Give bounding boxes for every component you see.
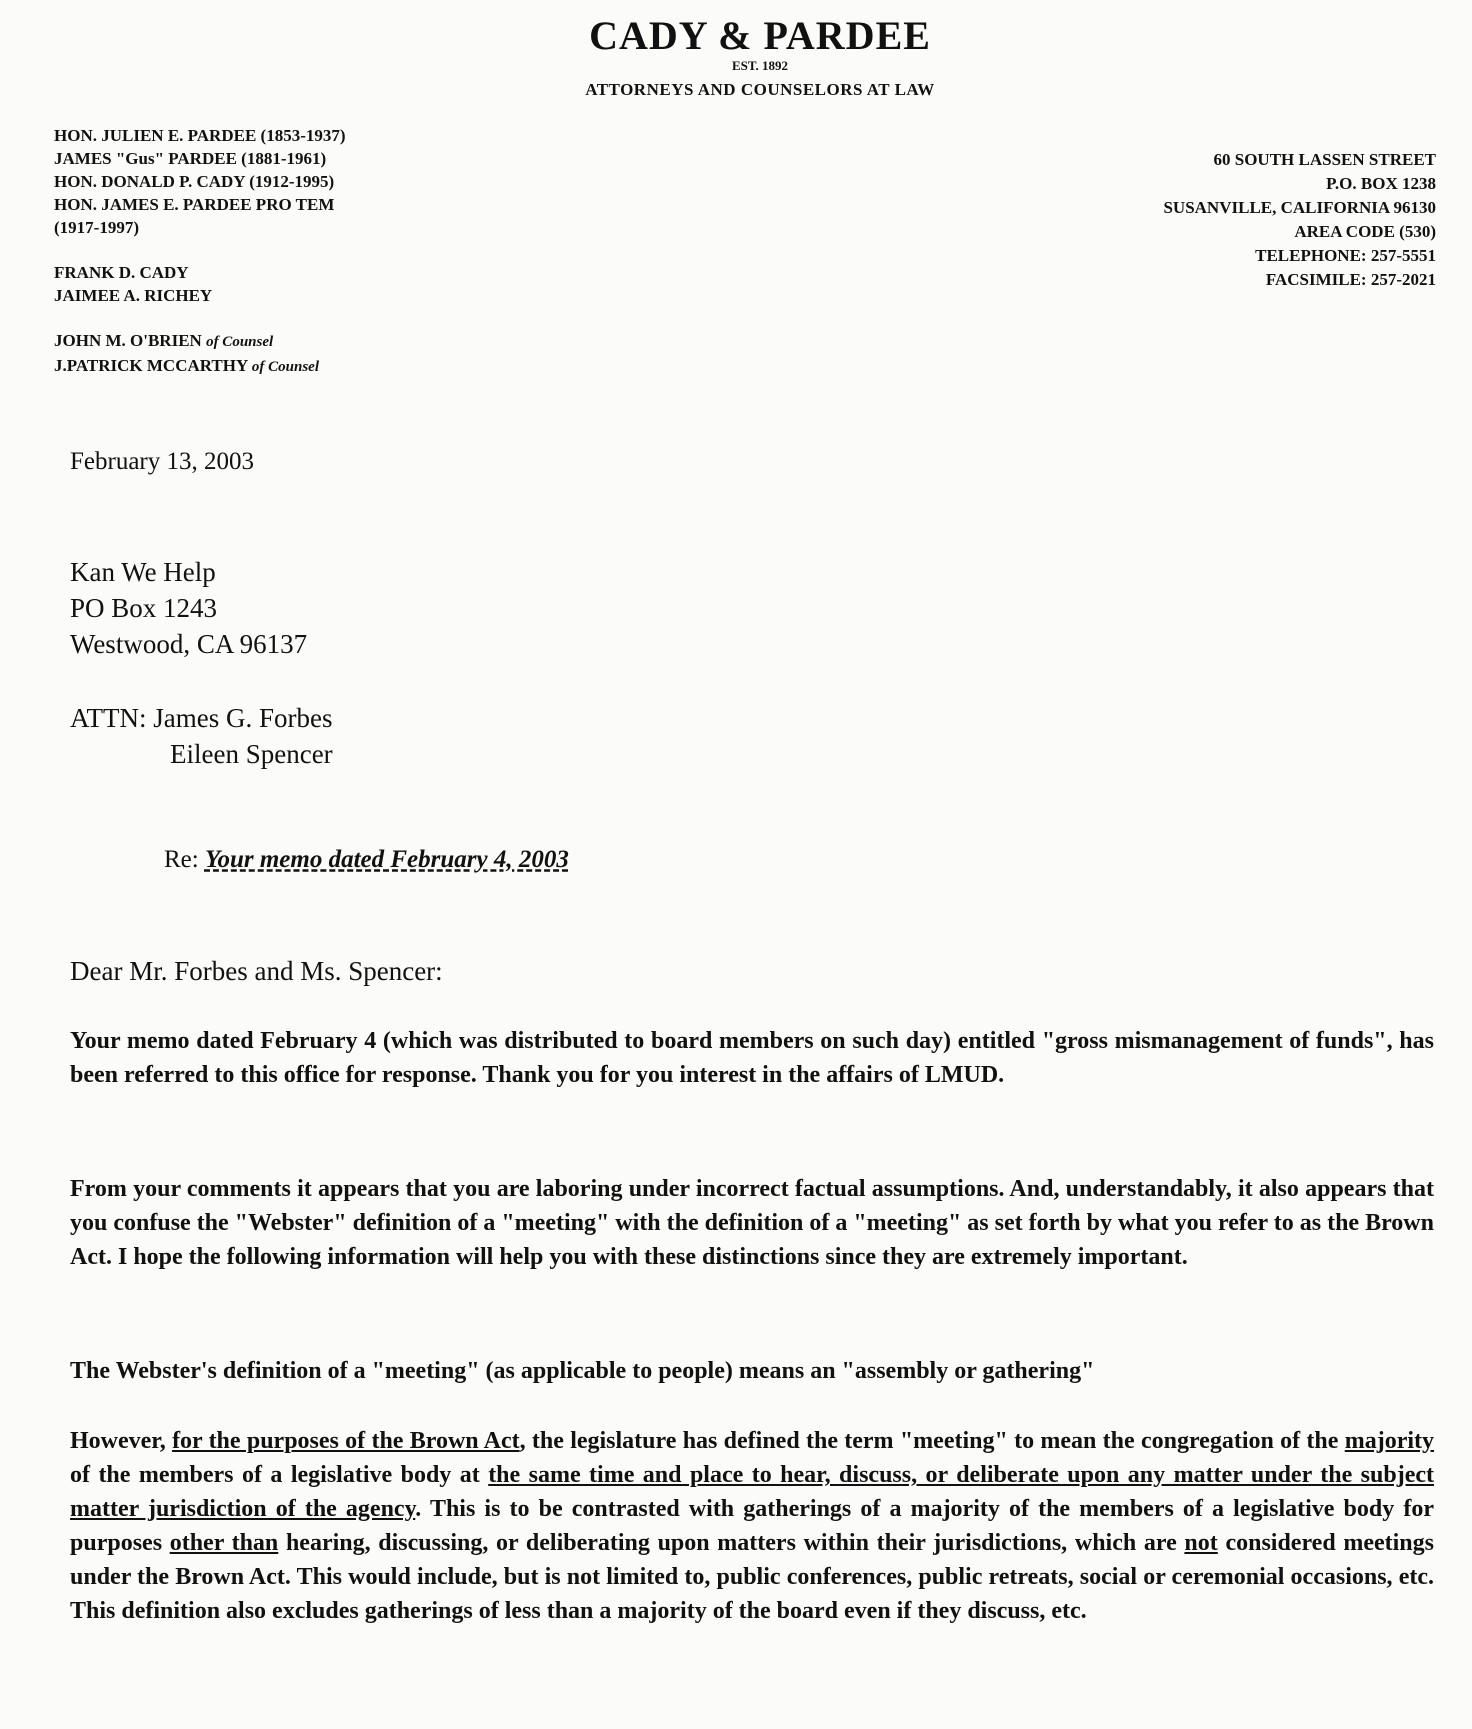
letter-date: February 13, 2003 [70, 448, 254, 475]
firm-tagline: ATTORNEYS AND COUNSELORS AT LAW [585, 80, 935, 99]
address-line: P.O. BOX 1238 [1326, 174, 1436, 193]
firm-established: EST. 1892 [731, 58, 789, 73]
recipient-line: Kan We Help [70, 557, 216, 587]
text-run: considered meetings under the Brown Act. This would include, but is not limited to, public conferences, public retreats, social or ceremonial occasions, etc. This definition also excludes gatherings of less than a majority of the board even if they discuss, etc. [70, 1530, 1434, 1624]
text-run: , the legislature has defined the term "meeting" to mean the congregation of the [519, 1428, 1345, 1454]
salutation: Dear Mr. Forbes and Ms. Spencer: [70, 956, 443, 986]
address-line: SUSANVILLE, CALIFORNIA 96130 [1163, 198, 1436, 217]
underlined-text: other than [169, 1530, 279, 1556]
attn-line [70, 700, 333, 736]
partners-current [54, 261, 494, 307]
attn-name: Eileen Spencer [170, 739, 333, 769]
underlined-text: not [1184, 1530, 1218, 1556]
text-run: of the members of a legislative body at [70, 1462, 489, 1488]
attention-block [70, 700, 333, 772]
counsel-line [54, 329, 494, 354]
counsel-name: J.PATRICK MCCARTHY [54, 356, 248, 375]
partner-line: JAMES "Gus" PARDEE (1881-1961) [54, 149, 327, 168]
underlined-text: the same time and place to hear, discuss, or deliberate upon any matter under the subject matter jurisdiction of the agency [70, 1462, 1434, 1522]
recipient-block [70, 554, 307, 662]
counsel-line [54, 354, 494, 379]
body-paragraph: From your comments it appears that you are laboring under incorrect factual assumptions. And, understandably, it also appears that you confuse the "Webster" definition of a "meeting" with the definition of a "meeting" as set forth by what you refer to as the Brown Act. I hope the following information will help you with these distinctions since they are extremely important. [70, 1176, 1434, 1270]
address-line: FACSIMILE: 257-2021 [1265, 270, 1436, 289]
firm-address [1163, 148, 1436, 292]
text-run: However, [70, 1428, 173, 1454]
recipient-line: PO Box 1243 [70, 593, 218, 623]
partner-line: HON. DONALD P. CADY (1912-1995) [54, 172, 335, 191]
underlined-text: majority [1344, 1428, 1435, 1454]
address-line: TELEPHONE: 257-5551 [1255, 246, 1436, 265]
partner-line: JAIMEE A. RICHEY [54, 286, 213, 305]
partner-line: FRANK D. CADY [54, 263, 189, 282]
re-line [164, 846, 569, 874]
recipient-line: Westwood, CA 96137 [70, 629, 308, 659]
partner-line: (1917-1997) [54, 218, 139, 237]
counsel-name: JOHN M. O'BRIEN [54, 331, 202, 350]
underlined-text: for the purposes of the Brown Act [172, 1428, 520, 1454]
re-label: Re: [164, 846, 199, 873]
body-paragraph: Your memo dated February 4 (which was distributed to board members on such day) entitled "gross mismanagement of funds", has been referred to this office for response. Thank you for you interest in the affairs of LMUD. [70, 1028, 1434, 1088]
text-run: . This is to be contrasted with gatherings of a majority of the members of a legislative body for purposes [70, 1496, 1434, 1556]
address-line: 60 SOUTH LASSEN STREET [1213, 150, 1436, 169]
re-subject: Your memo dated February 4, 2003 [204, 846, 569, 873]
firm-name: CADY & PARDEE [589, 13, 931, 58]
text-run: hearing, discussing, or deliberating upon matters within their jurisdictions, which are [278, 1530, 1185, 1556]
body-paragraph: The Webster's definition of a "meeting" (as applicable to people) means an "assembly or gathering" [70, 1358, 1095, 1384]
attn-label: ATTN: [70, 703, 147, 733]
partners-historic [54, 124, 494, 239]
counsel-role: of Counsel [206, 334, 274, 350]
partners-list [54, 124, 494, 401]
partner-line: HON. JULIEN E. PARDEE (1853-1937) [54, 126, 346, 145]
partner-line: HON. JAMES E. PARDEE PRO TEM [54, 195, 335, 214]
counsel-role: of Counsel [251, 359, 319, 375]
partners-of-counsel [54, 329, 494, 379]
address-line: AREA CODE (530) [1294, 222, 1436, 241]
attn-name: James G. Forbes [153, 703, 333, 733]
body-paragraph [70, 1424, 1434, 1628]
